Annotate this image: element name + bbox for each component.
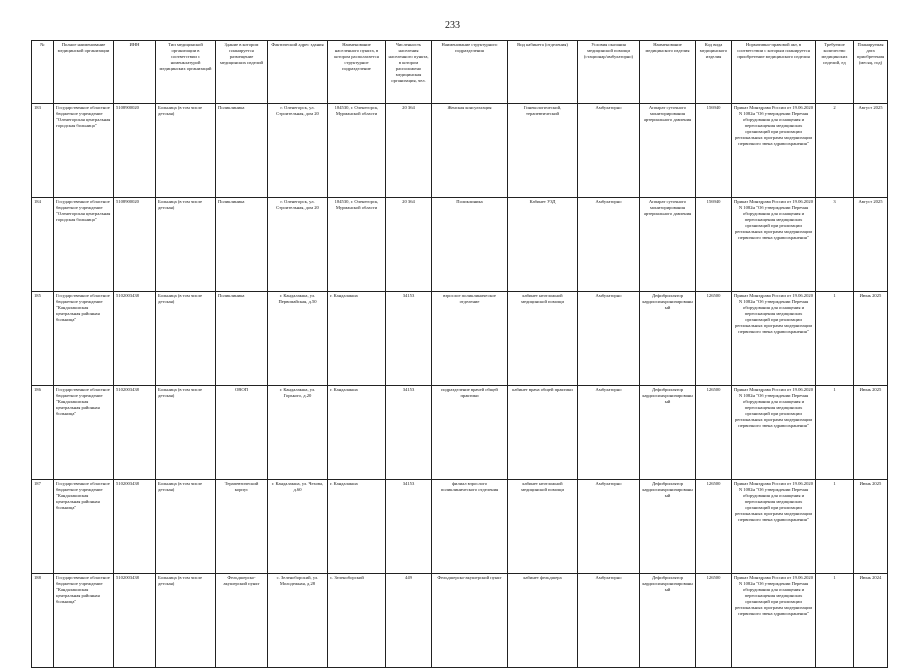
cell-device: Аппарат суточного мониторирования артериального давления: [640, 104, 696, 198]
cell-inn: 5102003438: [114, 292, 156, 386]
cell-org: Государственное областное бюджетное учреждение "Оленегорская центральная городская больница": [54, 198, 114, 292]
cell-division: взрослое поликлиническое отделение: [432, 292, 508, 386]
cell-qty: 1: [816, 292, 854, 386]
col-header: Фактический адрес здания: [268, 41, 328, 104]
cell-inn: 5102003438: [114, 574, 156, 668]
cell-building: Фельдшерско-акушерский пункт: [216, 574, 268, 668]
cell-org: Государственное областное бюджетное учреждение "Кандалакшская центральная районная больница": [54, 574, 114, 668]
cell-address: г. Оленегорск, ул. Строительная, дом 20: [268, 104, 328, 198]
cell-act: Приказ Минздрава России от 19.06.2020 N 1082н "Об утверждении Перечня оборудования для оснащения и переоснащения медицинских организаций при реализации региональных программ модернизации первичного звена здравоохранения": [732, 292, 816, 386]
cell-population: 20 364: [386, 198, 432, 292]
cell-type: Больница (в том числе детская): [156, 574, 216, 668]
cell-locality: г. Кандалакша: [328, 480, 386, 574]
cell-cabinet: Кабинет УЗД: [508, 198, 578, 292]
cell-conditions: Амбулаторно: [578, 292, 640, 386]
col-header: Планируемая дата приобретения (месяц, год): [854, 41, 888, 104]
col-header: Условия оказания медицинской помощи (стационар/амбулаторно): [578, 41, 640, 104]
cell-act: Приказ Минздрава России от 19.06.2020 N 1082н "Об утверждении Перечня оборудования для оснащения и переоснащения медицинских организаций при реализации региональных программ модернизации первичного звена здравоохранения": [732, 104, 816, 198]
cell-device: Дефибриллятор кардиосинхронизированный: [640, 292, 696, 386]
cell-type: Больница (в том числе детская): [156, 386, 216, 480]
cell-device: Дефибриллятор кардиосинхронизированный: [640, 480, 696, 574]
table-row: [32, 574, 888, 668]
cell-building: Поликлиника: [216, 198, 268, 292]
table-row: [32, 292, 888, 386]
cell-population: 20 364: [386, 104, 432, 198]
cell-date: Июнь 2025: [854, 292, 888, 386]
cell-address: г. Оленегорск, ул. Строительная, дом 20: [268, 198, 328, 292]
cell-population: 449: [386, 574, 432, 668]
cell-org: Государственное областное бюджетное учреждение "Кандалакшская центральная районная больница": [54, 292, 114, 386]
cell-locality: с. Зеленоборский: [328, 574, 386, 668]
col-header: №: [32, 41, 54, 104]
cell-building: Терапевтический корпус: [216, 480, 268, 574]
cell-address: г. Кандалакша, ул. Первомайская, д.50: [268, 292, 328, 386]
cell-num: 185: [32, 292, 54, 386]
col-header: Код вида медицинского изделия: [696, 41, 732, 104]
cell-date: Август 2025: [854, 104, 888, 198]
col-header: Вид кабинета (отделения): [508, 41, 578, 104]
cell-qty: 1: [816, 480, 854, 574]
cell-act: Приказ Минздрава России от 19.06.2020 N 1082н "Об утверждении Перечня оборудования для оснащения и переоснащения медицинских организаций при реализации региональных программ модернизации первичного звена здравоохранения": [732, 480, 816, 574]
cell-type: Больница (в том числе детская): [156, 198, 216, 292]
col-header: Наименование медицинского изделия: [640, 41, 696, 104]
cell-code: 126500: [696, 480, 732, 574]
cell-cabinet: кабинет неотложной медицинской помощи: [508, 292, 578, 386]
cell-address: г. Кандалакша, ул. Чехова, д.60: [268, 480, 328, 574]
cell-act: Приказ Минздрава России от 19.06.2020 N 1082н "Об утверждении Перечня оборудования для оснащения и переоснащения медицинских организаций при реализации региональных программ модернизации первичного звена здравоохранения": [732, 574, 816, 668]
cell-division: филиал взрослого поликлинического отделения: [432, 480, 508, 574]
cell-qty: 3: [816, 198, 854, 292]
col-header: Наименование населенного пункта, в котором располагается структурное подразделение: [328, 41, 386, 104]
cell-date: Июнь 2025: [854, 480, 888, 574]
cell-population: 34153: [386, 386, 432, 480]
cell-org: Государственное областное бюджетное учреждение "Кандалакшская центральная районная больница": [54, 386, 114, 480]
cell-locality: 184530, г. Оленегорск, Мурманской области: [328, 198, 386, 292]
cell-qty: 2: [816, 104, 854, 198]
cell-cabinet: кабинет врача общей практики: [508, 386, 578, 480]
cell-device: Дефибриллятор кардиосинхронизированный: [640, 574, 696, 668]
cell-building: Поликлиника: [216, 104, 268, 198]
cell-conditions: Амбулаторно: [578, 104, 640, 198]
cell-num: 186: [32, 386, 54, 480]
cell-device: Аппарат суточного мониторирования артериального давления: [640, 198, 696, 292]
cell-conditions: Амбулаторно: [578, 198, 640, 292]
cell-num: 183: [32, 104, 54, 198]
cell-qty: 1: [816, 574, 854, 668]
cell-division: Поликлиника: [432, 198, 508, 292]
cell-population: 34153: [386, 292, 432, 386]
cell-type: Больница (в том числе детская): [156, 104, 216, 198]
cell-address: с. Зеленоборский, ул. Молодежная, д.28: [268, 574, 328, 668]
table-row: [32, 386, 888, 480]
page-number: 233: [445, 20, 460, 31]
cell-code: 156940: [696, 104, 732, 198]
cell-cabinet: кабинет фельдшера: [508, 574, 578, 668]
cell-inn: 5108900020: [114, 198, 156, 292]
cell-locality: г. Кандалакша: [328, 292, 386, 386]
cell-code: 156940: [696, 198, 732, 292]
col-header: Нормативно-правовой акт, в соответствии с которым планируется приобретение медицинского изделия: [732, 41, 816, 104]
cell-date: Июнь 2025: [854, 386, 888, 480]
cell-address: г. Кандалакша, ул. Горького, д.20: [268, 386, 328, 480]
col-header: Наименование структурного подразделения: [432, 41, 508, 104]
col-header: Тип медицинской организации в соответствии с номенклатурой медицинских организаций: [156, 41, 216, 104]
cell-division: Фельдшерско-акушерский пункт: [432, 574, 508, 668]
col-header: Здание в котором планируется размещение медицинских изделий: [216, 41, 268, 104]
cell-num: 184: [32, 198, 54, 292]
cell-population: 34153: [386, 480, 432, 574]
cell-division: подразделение врачей общей практики: [432, 386, 508, 480]
cell-qty: 1: [816, 386, 854, 480]
cell-device: Дефибриллятор кардиосинхронизированный: [640, 386, 696, 480]
cell-inn: 5108900020: [114, 104, 156, 198]
cell-conditions: Амбулаторно: [578, 574, 640, 668]
cell-num: 187: [32, 480, 54, 574]
col-header: Полное наименование медицинской организации: [54, 41, 114, 104]
cell-conditions: Амбулаторно: [578, 386, 640, 480]
cell-inn: 5102003438: [114, 386, 156, 480]
cell-code: 126500: [696, 386, 732, 480]
cell-org: Государственное областное бюджетное учреждение "Кандалакшская центральная районная больница": [54, 480, 114, 574]
table-row: [32, 198, 888, 292]
cell-code: 126500: [696, 574, 732, 668]
cell-building: ОВОП: [216, 386, 268, 480]
cell-date: Июнь 2024: [854, 574, 888, 668]
cell-type: Больница (в том числе детская): [156, 292, 216, 386]
col-header: ИНН: [114, 41, 156, 104]
cell-act: Приказ Минздрава России от 19.06.2020 N 1082н "Об утверждении Перечня оборудования для оснащения и переоснащения медицинских организаций при реализации региональных программ модернизации первичного звена здравоохранения": [732, 198, 816, 292]
cell-building: Поликлиника: [216, 292, 268, 386]
equipment-table: [31, 40, 888, 668]
cell-cabinet: Гинекологический, терапевтический: [508, 104, 578, 198]
cell-inn: 5102003438: [114, 480, 156, 574]
table-row: [32, 104, 888, 198]
cell-num: 188: [32, 574, 54, 668]
cell-conditions: Амбулаторно: [578, 480, 640, 574]
cell-division: Женская консультация: [432, 104, 508, 198]
table-header-row: [32, 41, 888, 104]
table-row: [32, 480, 888, 574]
col-header: Требуемое количество медицинских изделий, ед: [816, 41, 854, 104]
cell-act: Приказ Минздрава России от 19.06.2020 N 1082н "Об утверждении Перечня оборудования для оснащения и переоснащения медицинских организаций при реализации региональных программ модернизации первичного звена здравоохранения": [732, 386, 816, 480]
cell-type: Больница (в том числе детская): [156, 480, 216, 574]
cell-cabinet: кабинет неотложной медицинской помощи: [508, 480, 578, 574]
cell-locality: г. Кандалакша: [328, 386, 386, 480]
cell-code: 126500: [696, 292, 732, 386]
cell-org: Государственное областное бюджетное учреждение "Оленегорская центральная городская больница": [54, 104, 114, 198]
cell-locality: 184530, г. Оленегорск, Мурманской области: [328, 104, 386, 198]
col-header: Численность населения населенного пункта, в котором расположено медицинская организация, чел.: [386, 41, 432, 104]
cell-date: Август 2025: [854, 198, 888, 292]
